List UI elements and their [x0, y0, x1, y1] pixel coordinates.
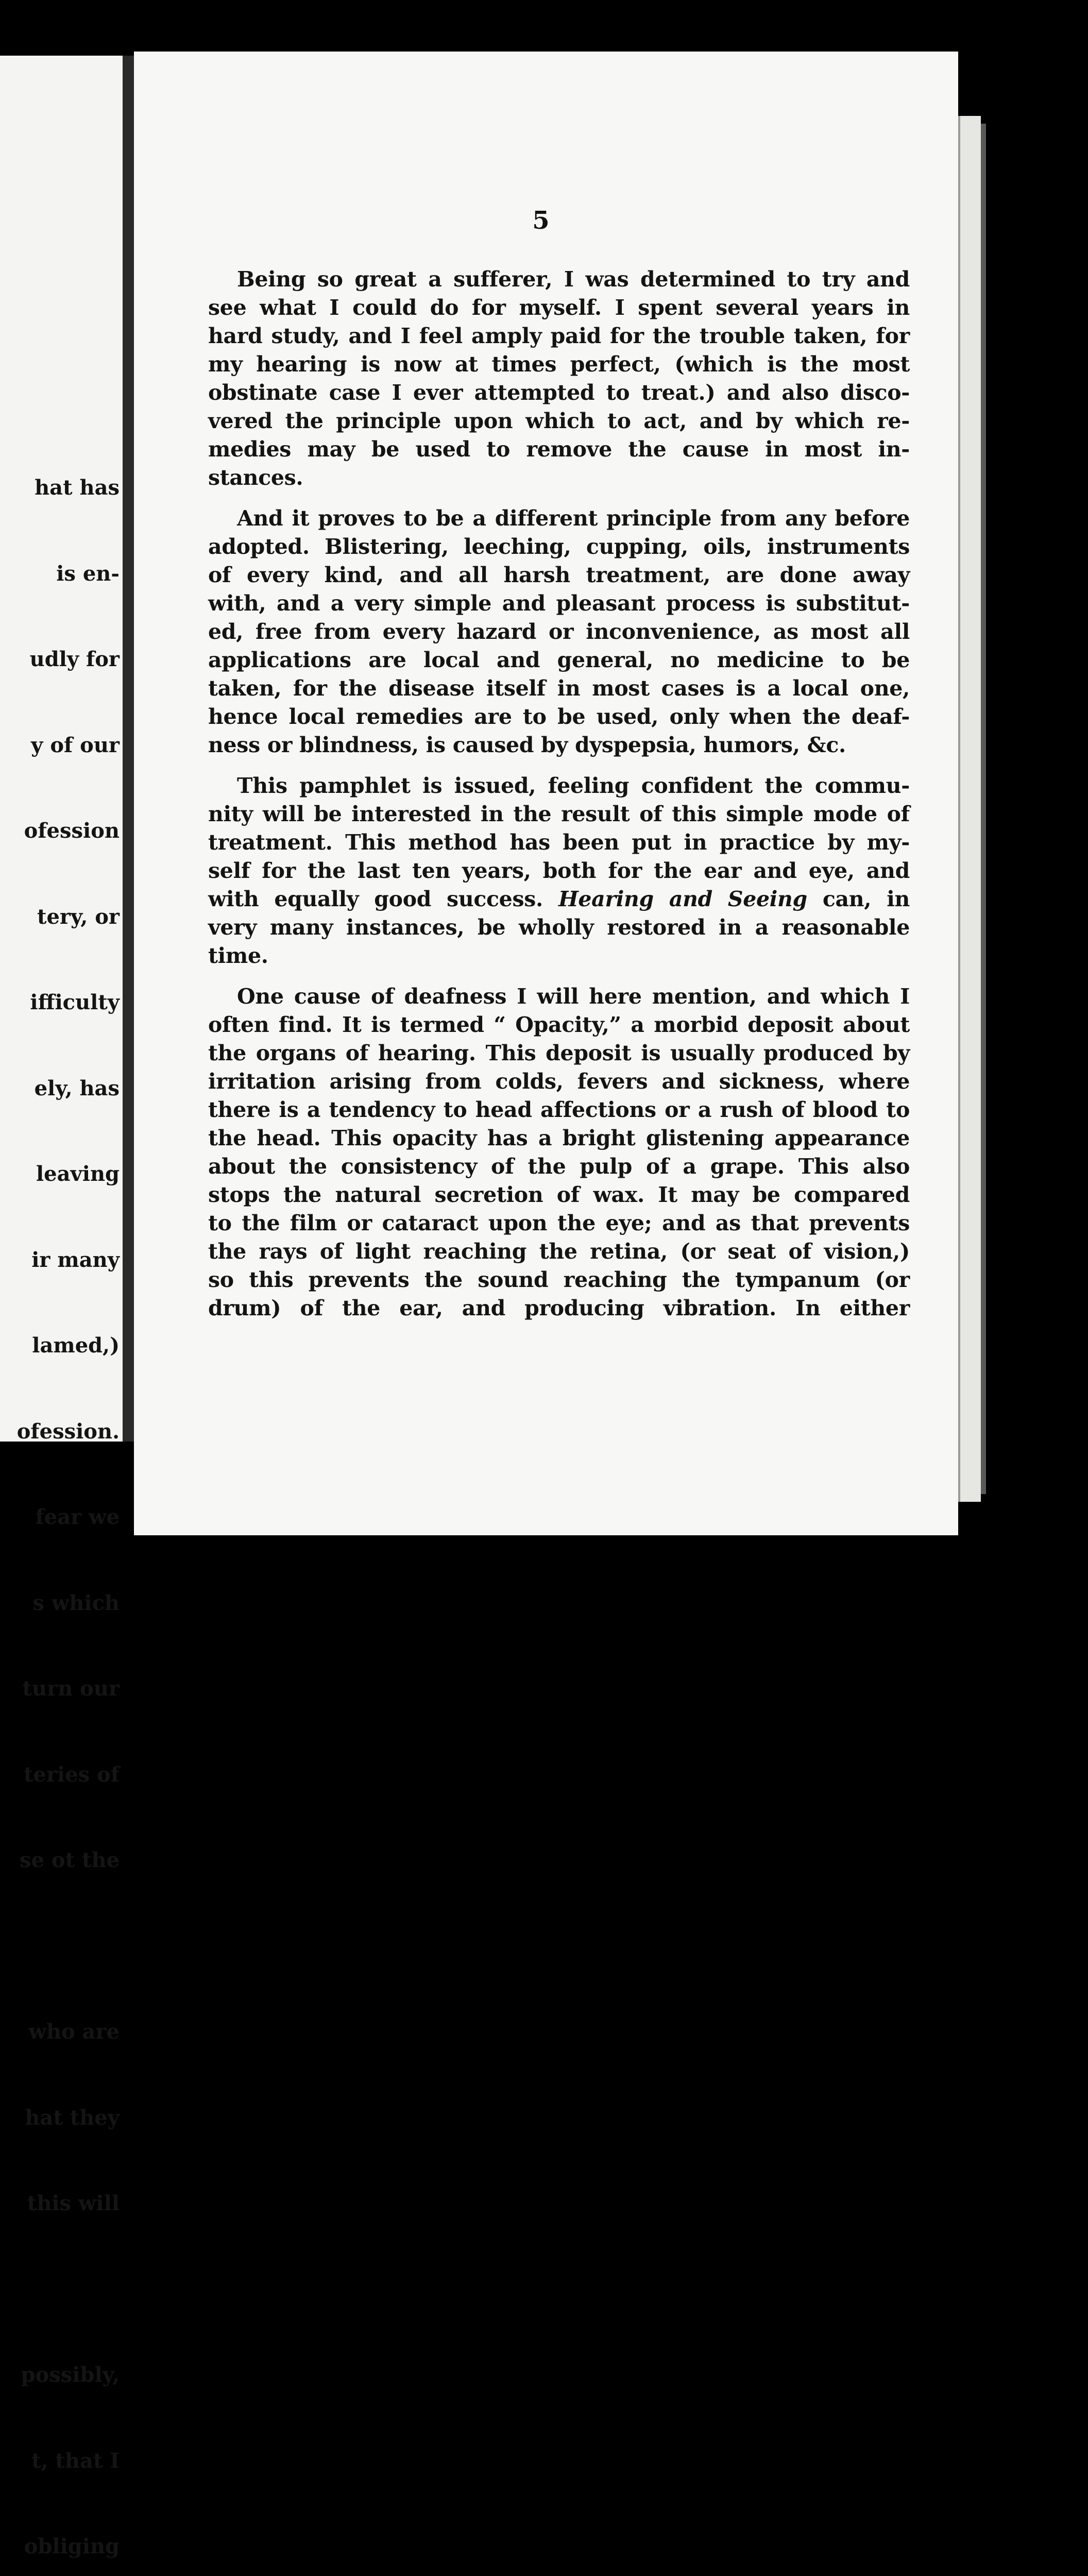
book-gutter — [123, 56, 134, 1442]
text-line: adopted. Blistering, leeching, cupping, oils, instruments — [208, 534, 910, 559]
left-fragment: hat they — [25, 2105, 120, 2130]
left-fragment: possibly, — [21, 2363, 120, 2387]
paragraph — [179, 982, 910, 1323]
paragraph — [179, 265, 910, 492]
left-fragment: ofession. — [16, 1419, 120, 1444]
text-line: my hearing is now at times perfect, (which is the most — [208, 352, 910, 377]
text-line: vered the principle upon which to act, and by which re- — [208, 409, 910, 433]
left-page-text-fragments — [0, 416, 120, 2576]
left-fragment: t, that I — [31, 2448, 120, 2473]
left-fragment: lamed,) — [32, 1333, 120, 1358]
text-line: often find. It is termed “ Opacity,” a morbid deposit about — [208, 1012, 910, 1037]
paragraph — [179, 772, 910, 970]
text-line: with, and a very simple and pleasant process is substitut- — [208, 591, 910, 616]
left-fragment: fear we — [35, 1505, 120, 1529]
left-fragment: obliging — [24, 2534, 120, 2558]
text-line: there is a tendency to head affections or a rush of blood to — [208, 1097, 910, 1122]
left-fragment: leaving — [36, 1162, 120, 1186]
left-fragment — [0, 2275, 120, 2304]
left-fragment: se ot the — [20, 1848, 120, 1872]
text-line: with equally good success. Hearing and Seeing can, in — [208, 887, 910, 911]
text-line: of every kind, and all harsh treatment, are done away — [208, 563, 910, 587]
text-line: see what I could do for myself. I spent several years in — [208, 295, 910, 320]
text-line: One cause of deafness I will here mention, and which I — [237, 984, 910, 1009]
text-line: stances. — [208, 465, 303, 490]
text-line: taken, for the disease itself in most cases is a local one, — [208, 676, 910, 701]
text-line: self for the last ten years, both for the ear and eye, and — [208, 858, 910, 883]
paragraph — [179, 504, 910, 759]
text-line: hard study, and I feel amply paid for the trouble taken, for — [208, 324, 910, 348]
text-line: medies may be used to remove the cause in most in- — [208, 437, 910, 462]
left-fragment — [0, 1932, 120, 1961]
book-cover-edge — [981, 124, 986, 1494]
page-body-text — [179, 265, 910, 1328]
left-fragment: teries of — [24, 1762, 120, 1787]
left-fragment: is en- — [56, 561, 120, 586]
page-number: 5 — [532, 206, 550, 235]
text-line: nity will be interested in the result of this simple mode of — [208, 802, 910, 826]
left-fragment: ofession — [24, 819, 120, 843]
left-fragment: ifficulty — [30, 990, 120, 1014]
text-line: so this prevents the sound reaching the tympanum (or — [208, 1267, 910, 1292]
text-line: very many instances, be wholly restored in a reasonable — [208, 915, 910, 940]
text-line: This pamphlet is issued, feeling confident the commu- — [237, 773, 910, 798]
left-fragment: ir many — [31, 1247, 120, 1272]
left-fragment: ely, has — [34, 1076, 120, 1100]
text-line: the rays of light reaching the retina, (or seat of vision,) — [208, 1239, 910, 1264]
text-line: time. — [208, 943, 268, 968]
text-line: about the consistency of the pulp of a grape. This also — [208, 1154, 910, 1179]
text-line: to the film or cataract upon the eye; and as that prevents — [208, 1211, 910, 1235]
text-line: the head. This opacity has a bright glistening appearance — [208, 1126, 910, 1150]
text-line: hence local remedies are to be used, only when the deaf- — [208, 704, 910, 729]
text-line: obstinate case I ever attempted to treat.) and also disco- — [208, 380, 910, 405]
text-line: Being so great a sufferer, I was determined to try and — [237, 267, 910, 292]
text-line: And it proves to be a different principle from any before — [237, 506, 910, 531]
left-fragment: this will — [27, 2191, 120, 2215]
left-fragment: udly for — [29, 647, 120, 671]
text-line: treatment. This method has been put in practice by my- — [208, 830, 910, 855]
left-fragment: y of our — [31, 733, 120, 757]
left-fragment: who are — [28, 2020, 120, 2044]
left-fragment: hat has — [35, 476, 120, 500]
text-line: drum) of the ear, and producing vibration. In either — [208, 1296, 910, 1320]
left-fragment: turn our — [22, 1676, 120, 1701]
text-line: ed, free from every hazard or inconvenience, as most all — [208, 619, 910, 644]
left-fragment: tery, or — [37, 904, 120, 929]
text-line: ness or blindness, is caused by dyspepsia, humors, &c. — [208, 733, 846, 757]
text-line: irritation arising from colds, fevers and sickness, where — [208, 1069, 910, 1094]
page-stack-edge — [958, 116, 981, 1502]
text-line: the organs of hearing. This deposit is usually produced by — [208, 1041, 910, 1065]
text-line: stops the natural secretion of wax. It may be compared — [208, 1182, 910, 1207]
text-line: applications are local and general, no medicine to be — [208, 648, 910, 672]
left-facing-page — [0, 56, 123, 2558]
left-fragment: s which — [32, 1590, 120, 1615]
